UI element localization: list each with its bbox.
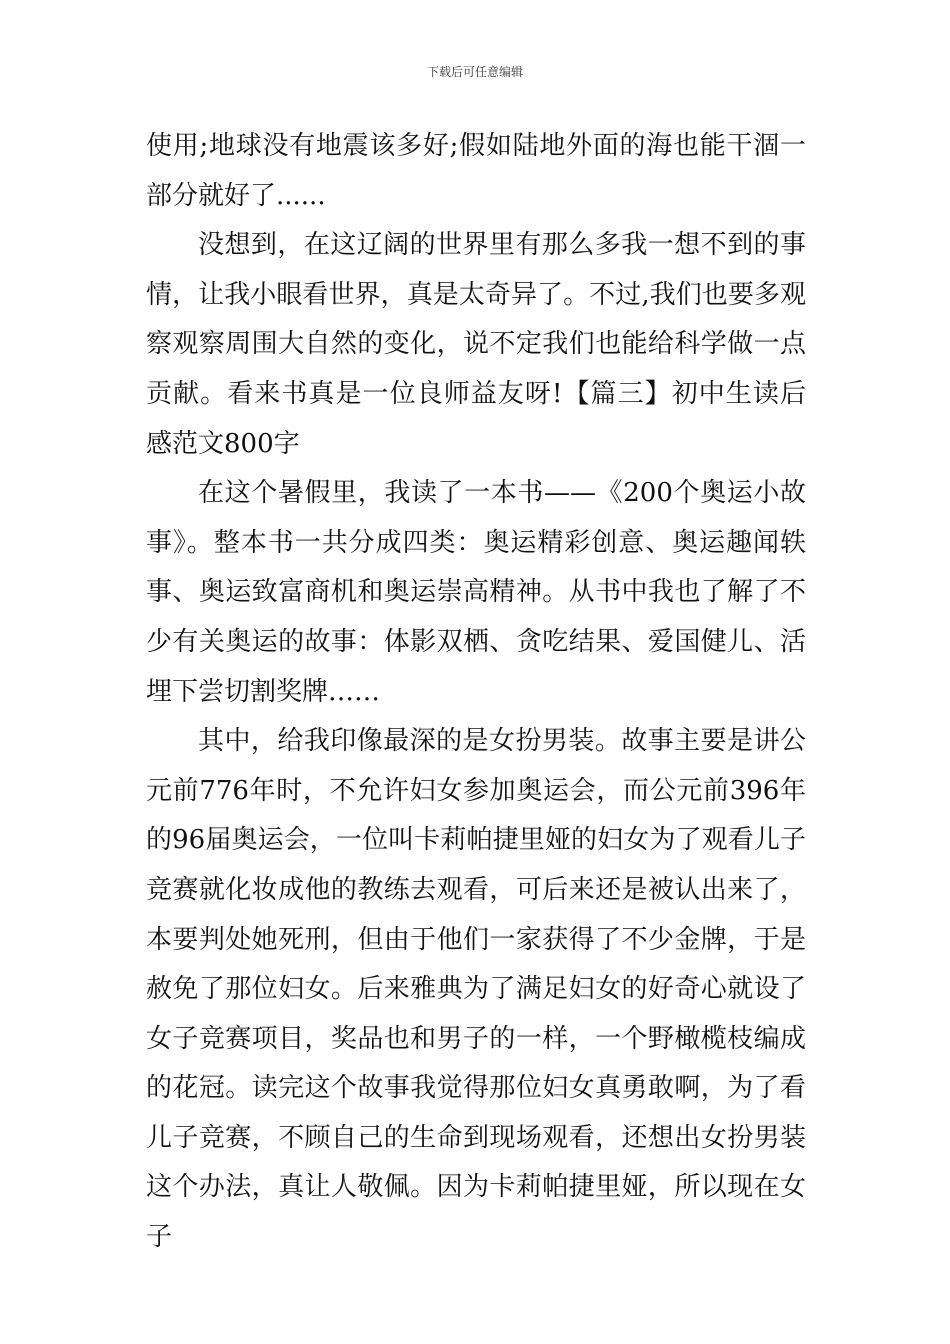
page-header: 下载后可任意编辑 bbox=[426, 65, 523, 79]
paragraph-3: 在这个暑假里，我读了一本书——《200个奥运小故事》。整本书一共分成四类：奥运精彩创意、奥运趣闻轶事、奥运致富商机和奥运崇高精神。从书中我也了解了不少有关奥运的故事：体影双栖、贪吃结果、爱国健儿、活埋下尝切割奖牌…… bbox=[146, 478, 806, 707]
document-body bbox=[146, 122, 806, 1263]
paragraph-1: 使用;地球没有地震该多好;假如陆地外面的海也能干涸一部分就好了...... bbox=[146, 131, 806, 211]
paragraph-2: 没想到，在这辽阔的世界里有那么多我一想不到的事情，让我小眼看世界，真是太奇异了。不过,我们也要多观察观察周围大自然的变化，说不定我们也能给科学做一点贡献。看来书真是一位良师益友呀!【篇三】初中生读后感范文800字 bbox=[146, 230, 806, 459]
paragraph-4: 其中，给我印像最深的是女扮男装。故事主要是讲公元前776年时，不允许妇女参加奥运会，而公元前396年的96届奥运会，一位叫卡莉帕捷里娅的妇女为了观看儿子竞赛就化妆成他的教练去观看，可后来还是被认出来了，本要判处她死刑，但由于他们一家获得了不少金牌，于是赦免了那位妇女。后来雅典为了满足妇女的好奇心就设了女子竞赛项目，奖品也和男子的一样，一个野橄榄枝编成的花冠。读完这个故事我觉得那位妇女真勇敢啊，为了看儿子竞赛，不顾自己的生命到现场观看，还想出女扮男装这个办法，真让人敬佩。因为卡莉帕捷里娅，所以现在女子 bbox=[146, 726, 806, 1253]
